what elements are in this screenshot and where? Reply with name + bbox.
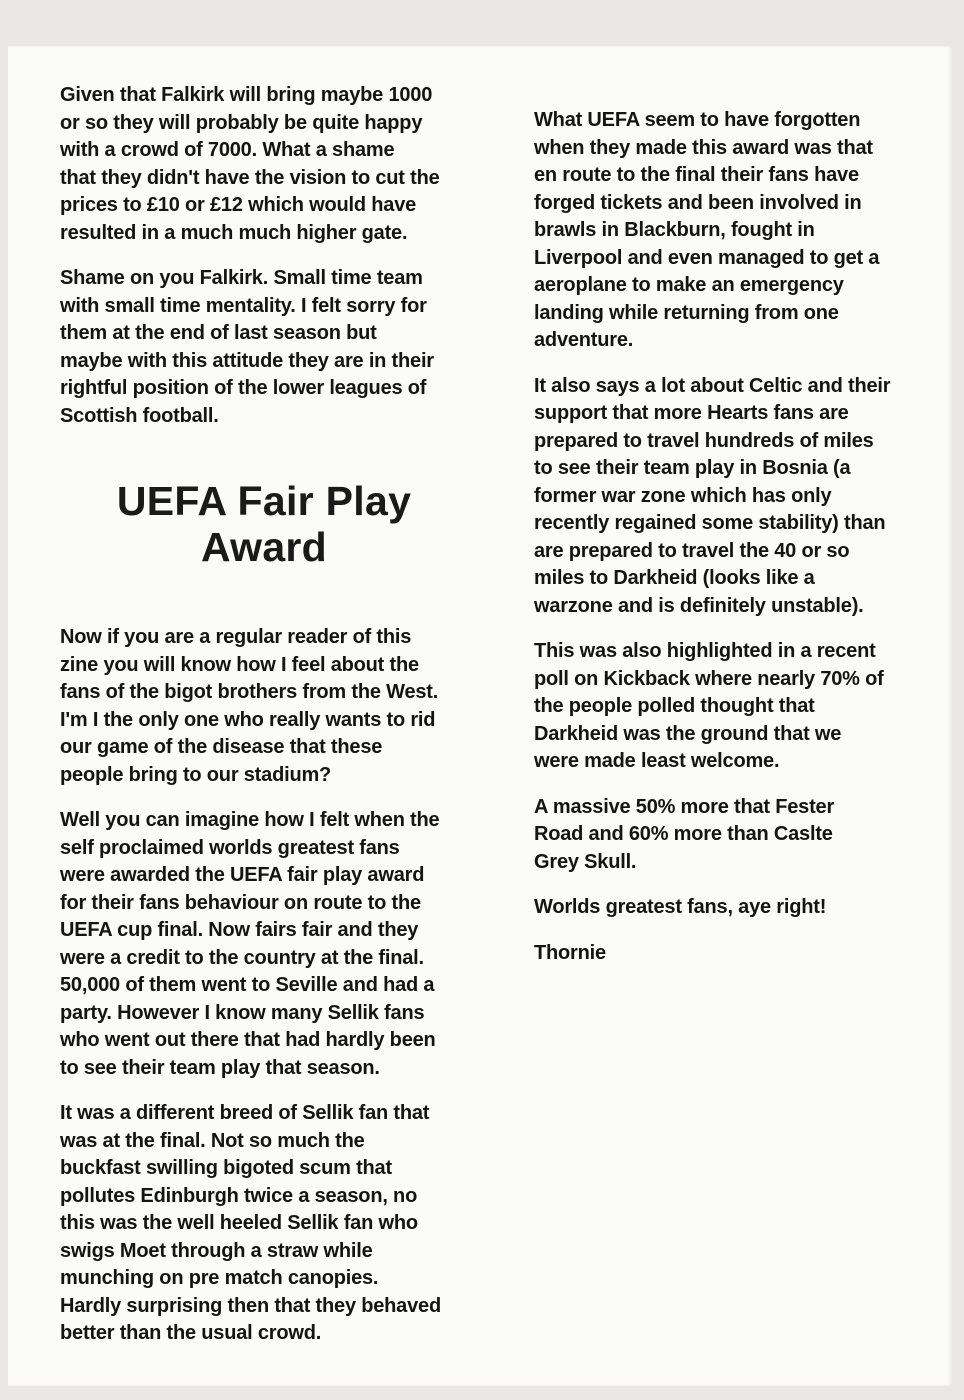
- article-paragraph-7: A massive 50% more that Fester Road and 60% more than Caslte Grey Skull.: [534, 795, 835, 873]
- article-paragraph-5: It also says a lot about Celtic and their support that more Hearts fans are prepared to travel hundreds of miles to see their team play in Bosnia (a former war zone which has only recently regained some stability) than are prepared to travel the 40 or so miles to Darkheid (looks like a warzone and is definitely unstable).: [534, 374, 891, 617]
- right-column: [534, 107, 924, 985]
- article-paragraph-1: Now if you are a regular reader of this zine you will know how I feel about the fans of the bigot brothers from the West. I'm I the only one who really wants to rid our game of the disease that these people bring to our stadium?: [60, 626, 439, 786]
- article-heading: UEFA Fair Play Award: [116, 478, 412, 570]
- zine-page: [8, 46, 952, 1386]
- article-paragraph-2: Well you can imagine how I felt when the self proclaimed worlds greatest fans were awarded the UEFA fair play award for their fans behaviour on route to the UEFA cup final. Now fairs fair and they were a credit to the country at the final. 50,000 of them went to Seville and had a party. However I know many Sellik fans who went out there that had hardly been to see their team play that season.: [60, 809, 440, 1079]
- left-column: [60, 82, 480, 1366]
- article-paragraph-3: It was a different breed of Sellik fan that was at the final. Not so much the buckfast swilling bigoted scum that pollutes Edinburgh twice a season, no this was the well heeled Sellik fan who swigs Moet through a straw while munching on pre match canopies. Hardly surprising then that they behaved better than the usual crowd.: [60, 1102, 441, 1344]
- article-paragraph-8: Worlds greatest fans, aye right!: [534, 896, 827, 918]
- falkirk-paragraph-2: Shame on you Falkirk. Small time team with small time mentality. I felt sorry for them at the end of last season but maybe with this attitude they are in their rightful position of the lower leagues of Scottish football.: [60, 267, 434, 427]
- article-paragraph-4: What UEFA seem to have forgotten when they made this award was that en route to the final their fans have forged tickets and been involved in brawls in Blackburn, fought in Liverpool and even managed to get a aeroplane to make an emergency landing while returning from one adventure.: [534, 109, 880, 351]
- falkirk-paragraph-1: Given that Falkirk will bring maybe 1000 or so they will probably be quite happy with a crowd of 7000. What a shame that they didn't have the vision to cut the prices to £10 or £12 which would have resulted in a much much higher gate.: [60, 84, 440, 244]
- author-signoff: Thornie: [534, 941, 606, 964]
- article-paragraph-6: This was also highlighted in a recent poll on Kickback where nearly 70% of the people polled thought that Darkheid was the ground that we were made least welcome.: [534, 640, 884, 772]
